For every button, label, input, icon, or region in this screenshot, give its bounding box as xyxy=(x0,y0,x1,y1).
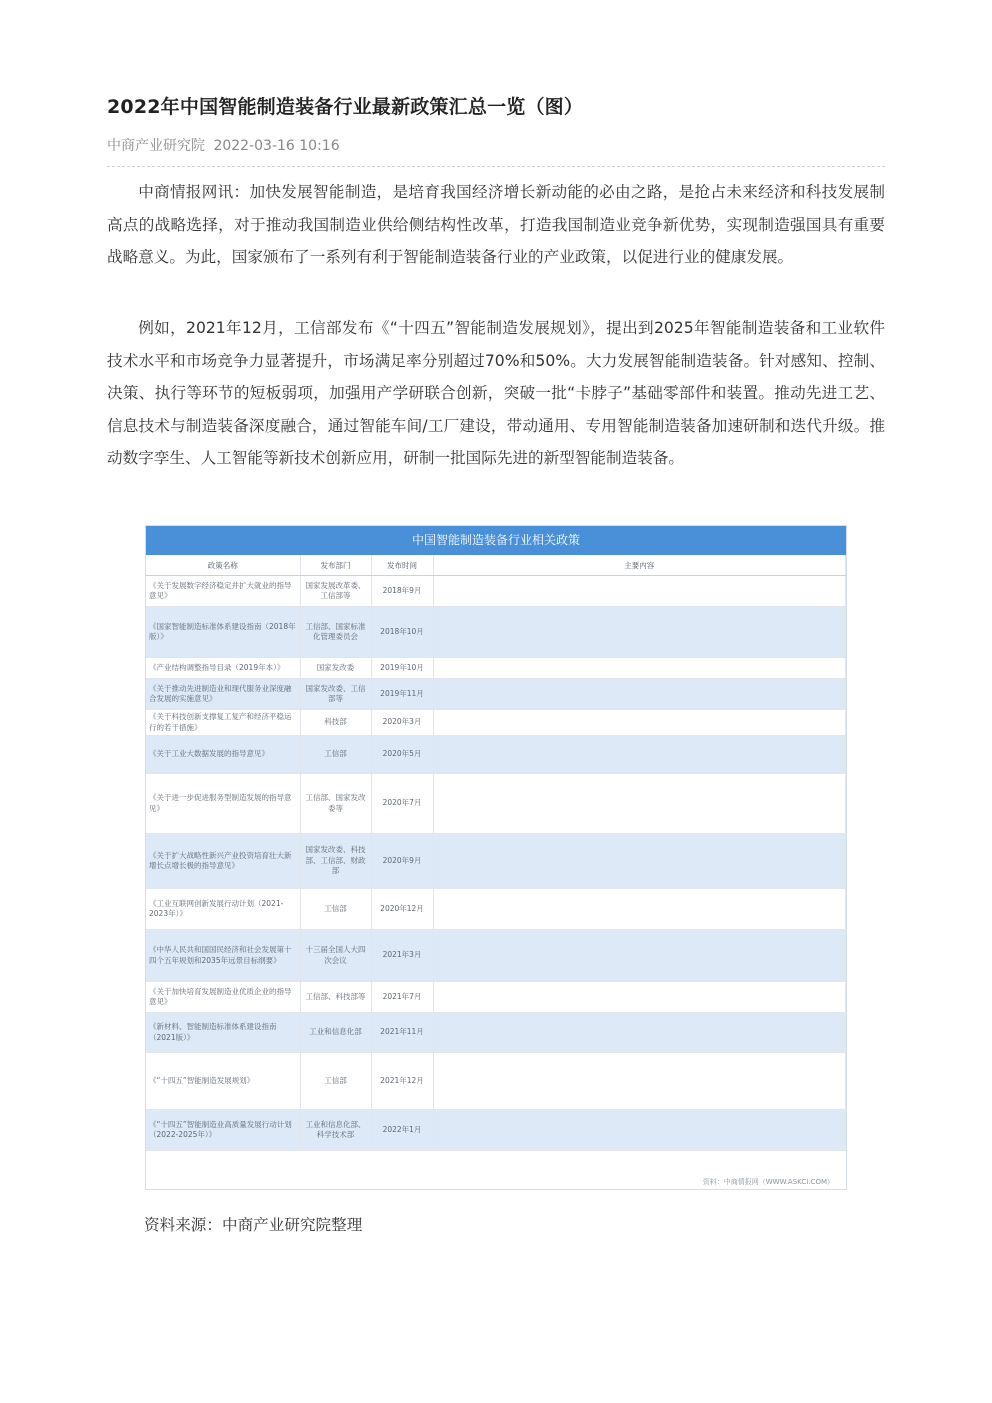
policy-content-cell xyxy=(433,736,846,774)
policy-date-cell: 2022年1月 xyxy=(371,1110,433,1151)
table-row xyxy=(146,710,846,736)
paragraph-intro: 中商情报网讯：加快发展智能制造，是培育我国经济增长新动能的必由之路，是抢占未来经济和科技发展制高点的战略选择，对于推动我国制造业供给侧结构性改革，打造我国制造业竞争新优势，实现制造强国具有重要战略意义。为此，国家颁布了一系列有利于智能制造装备行业的产业政策，以促进行业的健康发展。 xyxy=(107,183,885,266)
policy-content-cell xyxy=(433,889,846,930)
table-row xyxy=(146,607,846,658)
policy-content-cell xyxy=(433,658,846,679)
policy-name-cell: 《关于发展数字经济稳定并扩大就业的指导意见》 xyxy=(146,576,300,607)
policy-dept-cell: 工信部、国家标准化管理委员会 xyxy=(300,607,371,658)
policy-date-cell: 2021年3月 xyxy=(371,930,433,982)
policy-content-cell xyxy=(433,710,846,736)
policy-dept-cell: 工信部 xyxy=(300,736,371,774)
policy-name-cell: 《关于科技创新支撑复工复产和经济平稳运行的若干措施》 xyxy=(146,710,300,736)
policy-name-cell: 《中华人民共和国国民经济和社会发展第十四个五年规划和2035年远景目标纲要》 xyxy=(146,930,300,982)
policy-date-cell: 2020年12月 xyxy=(371,889,433,930)
table-row xyxy=(146,774,846,834)
policy-content-cell xyxy=(433,982,846,1013)
policy-table-body xyxy=(146,576,846,1151)
column-header-name: 政策名称 xyxy=(146,555,300,576)
table-row xyxy=(146,679,846,710)
column-header-date: 发布时间 xyxy=(371,555,433,576)
publish-datetime: 2022-03-16 10:16 xyxy=(213,138,340,154)
column-header-dept: 发布部门 xyxy=(300,555,371,576)
policy-dept-cell: 科技部 xyxy=(300,710,371,736)
policy-name-cell: 《国家智能制造标准体系建设指南（2018年版）》 xyxy=(146,607,300,658)
policy-date-cell: 2021年11月 xyxy=(371,1013,433,1053)
table-row xyxy=(146,982,846,1013)
policy-dept-cell: 工信部、国家发改委等 xyxy=(300,774,371,834)
article-title: 2022年中国智能制造装备行业最新政策汇总一览（图） xyxy=(107,96,584,118)
policy-name-cell: 《关于扩大战略性新兴产业投资培育壮大新增长点增长极的指导意见》 xyxy=(146,834,300,889)
policy-name-cell: 《关于进一步促进服务型制造发展的指导意见》 xyxy=(146,774,300,834)
policy-name-cell: 《新材料、智能制造标准体系建设指南（2021版）》 xyxy=(146,1013,300,1053)
policy-date-cell: 2018年10月 xyxy=(371,607,433,658)
policy-name-cell: 《“十四五”智能制造业高质量发展行动计划（2022-2025年）》 xyxy=(146,1110,300,1151)
policy-dept-cell: 工信部 xyxy=(300,889,371,930)
table-row xyxy=(146,576,846,607)
table-row xyxy=(146,1110,846,1151)
policy-date-cell: 2021年7月 xyxy=(371,982,433,1013)
paragraph-example: 例如，2021年12月，工信部发布《“十四五”智能制造发展规划》，提出到2025年智能制造装备和工业软件技术水平和市场竞争力显著提升，市场满足率分别超过70%和50%。大力发展智能制造装备。针对感知、控制、决策、执行等环节的短板弱项，加强用产学研联合创新，突破一批“卡脖子”基础零部件和装置。推动先进工艺、信息技术与制造装备深度融合，通过智能车间/工厂建设，带动通用、专用智能制造装备加速研制和迭代升级。推动数字孪生、人工智能等新技术创新应用，研制一批国际先进的新型智能制造装备。 xyxy=(107,319,885,467)
policy-content-cell xyxy=(433,607,846,658)
policy-name-cell: 《产业结构调整指导目录（2019年本）》 xyxy=(146,658,300,679)
policy-content-cell xyxy=(433,1053,846,1110)
policy-content-cell xyxy=(433,774,846,834)
policy-dept-cell: 国家发改委 xyxy=(300,658,371,679)
policy-name-cell: 《关于加快培育发展制造业优质企业的指导意见》 xyxy=(146,982,300,1013)
meta-divider xyxy=(107,166,885,167)
table-row xyxy=(146,1053,846,1110)
table-row xyxy=(146,834,846,889)
policy-dept-cell: 国家发展改革委、工信部等 xyxy=(300,576,371,607)
policy-dept-cell: 工信部 xyxy=(300,1053,371,1110)
policy-date-cell: 2020年5月 xyxy=(371,736,433,774)
policy-name-cell: 《“十四五”智能制造发展规划》 xyxy=(146,1053,300,1110)
table-header-row xyxy=(146,555,846,576)
policy-date-cell: 2018年9月 xyxy=(371,576,433,607)
policy-date-cell: 2020年9月 xyxy=(371,834,433,889)
policy-dept-cell: 工业和信息化部、科学技术部 xyxy=(300,1110,371,1151)
policy-content-cell xyxy=(433,679,846,710)
policy-name-cell: 《关于工业大数据发展的指导意见》 xyxy=(146,736,300,774)
table-row xyxy=(146,930,846,982)
policy-date-cell: 2021年12月 xyxy=(371,1053,433,1110)
policy-dept-cell: 工业和信息化部 xyxy=(300,1013,371,1053)
table-row xyxy=(146,658,846,679)
policy-date-cell: 2019年10月 xyxy=(371,658,433,679)
policy-dept-cell: 国家发改委、工信部等 xyxy=(300,679,371,710)
policy-table-image xyxy=(145,525,847,1190)
policy-content-cell xyxy=(433,1110,846,1151)
policy-name-cell: 《工业互联网创新发展行动计划（2021-2023年）》 xyxy=(146,889,300,930)
policy-date-cell: 2020年7月 xyxy=(371,774,433,834)
table-row xyxy=(146,1013,846,1053)
policy-date-cell: 2019年11月 xyxy=(371,679,433,710)
source-note: 资料来源：中商产业研究院整理 xyxy=(144,1216,363,1234)
policy-dept-cell: 工信部、科技部等 xyxy=(300,982,371,1013)
article-meta xyxy=(107,135,340,155)
policy-content-cell xyxy=(433,1013,846,1053)
policy-name-cell: 《关于推动先进制造业和现代服务业深度融合发展的实施意见》 xyxy=(146,679,300,710)
column-header-content: 主要内容 xyxy=(433,555,846,576)
table-row xyxy=(146,889,846,930)
policy-date-cell: 2020年3月 xyxy=(371,710,433,736)
figure-source: 资料：中商情报网（WWW.ASKCI.COM） xyxy=(702,1178,834,1186)
table-row xyxy=(146,736,846,774)
policy-table-title: 中国智能制造装备行业相关政策 xyxy=(146,526,846,555)
policy-content-cell xyxy=(433,930,846,982)
policy-content-cell xyxy=(433,834,846,889)
policy-content-cell xyxy=(433,576,846,607)
policy-dept-cell: 国家发改委、科技部、工信部、财政部 xyxy=(300,834,371,889)
policy-dept-cell: 十三届全国人大四次会议 xyxy=(300,930,371,982)
publisher-link[interactable]: 中商产业研究院 xyxy=(107,138,205,154)
policy-table xyxy=(146,555,846,1151)
